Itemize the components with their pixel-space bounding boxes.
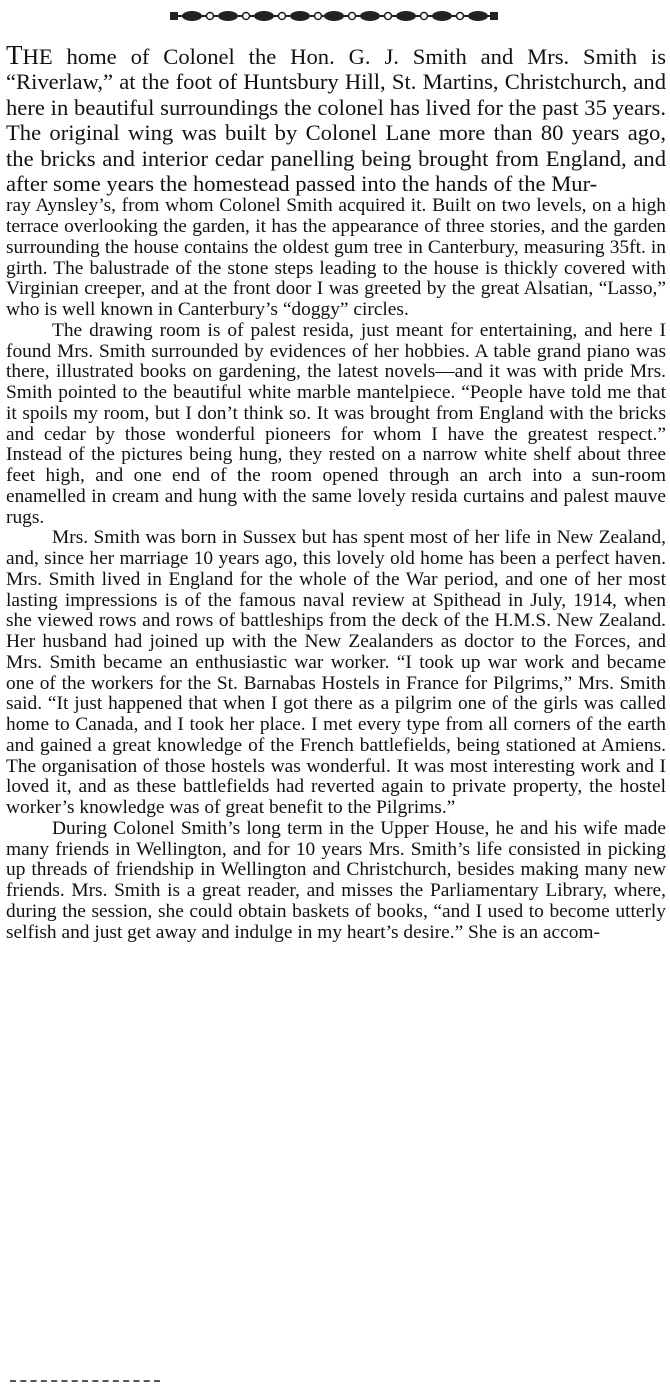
paragraph-drawing-room: The drawing room is of palest resida, just meant for entertaining, and here I found Mrs. Smith surrounded by evidences of her hobbies. A table grand piano was there, illustrated books on gardening, the latest novels—and it was with pride Mrs. Smith pointed to the beautiful white marble mantelpiece. “People have told me that it spoils my room, but I don’t think so. It was brought from England with the bricks and cedar by those wonderful pioneers for whom I have the greatest respect.” Instead of the pictures being hung, they rested on a narrow white shelf about three feet high, and one end of the room opened through an arch into a sun-room enamelled in cream and hung with the same lovely resida curtains and palest mauve rugs. (6, 319, 666, 528)
paragraph-war-work: Mrs. Smith was born in Sussex but has spent most of her life in New Zealand, and, since her marriage 10 years ago, this lovely old home has been a perfect haven. Mrs. Smith lived in England for the whole of the War period, and one of her most lasting impressions is of the famous naval review at Spithead in July, 1914, when she viewed rows and rows of battleships from the deck of the H.M.S. New Zealand. Her husband had joined up with the New Zealanders as doctor to the Forces, and Mrs. Smith became an enthusiastic war worker. “I took up war work and became one of the workers for the St. Barnabas Hostels in France for Pilgrims,” Mrs. Smith said. “It just happened that when I got there as a pilgrim one of the girls was called home to Canada, and I took her place. I met every type from all corners of the earth and gained a great knowledge of the French battlefields, being stationed at Amiens. The organisation of those hostels was wonderful. It was most interesting work and I loved it, and as these battlefields had reverted again to private property, the hostel worker’s knowledge was of great benefit to the Pilgrims.” (6, 527, 666, 819)
lead-paragraph (6, 40, 666, 197)
paragraph-wellington: During Colonel Smith’s long term in the Upper House, he and his wife made many friends in Wellington, and for 10 years Mrs. Smith’s life consisted in picking up threads of friendship in Wellington and Christchurch, besides making many new friends. Mrs. Smith is a great reader, and misses the Parliamentary Library, where, during the session, she could obtain baskets of books, “and I used to become utterly selfish and just get away and indulge in my heart’s desire.” She is an accom- (6, 817, 666, 943)
article-column (6, 40, 666, 943)
lead-text-large: HE home of Colonel the Hon. G. J. Smith and Mrs. Smith is “Riverlaw,” at the foot of Huntsbury Hill, St. Martins, Christchurch, and here in beautiful surroundings the colonel has lived for the past 35 years. The original wing was built by Colonel Lane more than 80 years ago, the bricks and interior cedar panelling being brought from England, and after some years the homestead passed into the hands of the Mur- (6, 44, 666, 197)
drop-cap: T (6, 40, 23, 70)
ornamental-rule (168, 8, 500, 24)
footer-rule (10, 1380, 160, 1382)
lead-paragraph-continued: ray Aynsley’s, from whom Colonel Smith acquired it. Built on two levels, on a high terrace overlooking the garden, it has the appearance of three stories, and the garden surrounding the house contains the oldest gum tree in Canterbury, measuring 35ft. in girth. The balustrade of the stone steps leading to the house is thickly covered with Virginian creeper, and at the front door I was greeted by the great Alsatian, “Lasso,” who is well known in Canterbury’s “doggy” circles. (6, 195, 666, 321)
